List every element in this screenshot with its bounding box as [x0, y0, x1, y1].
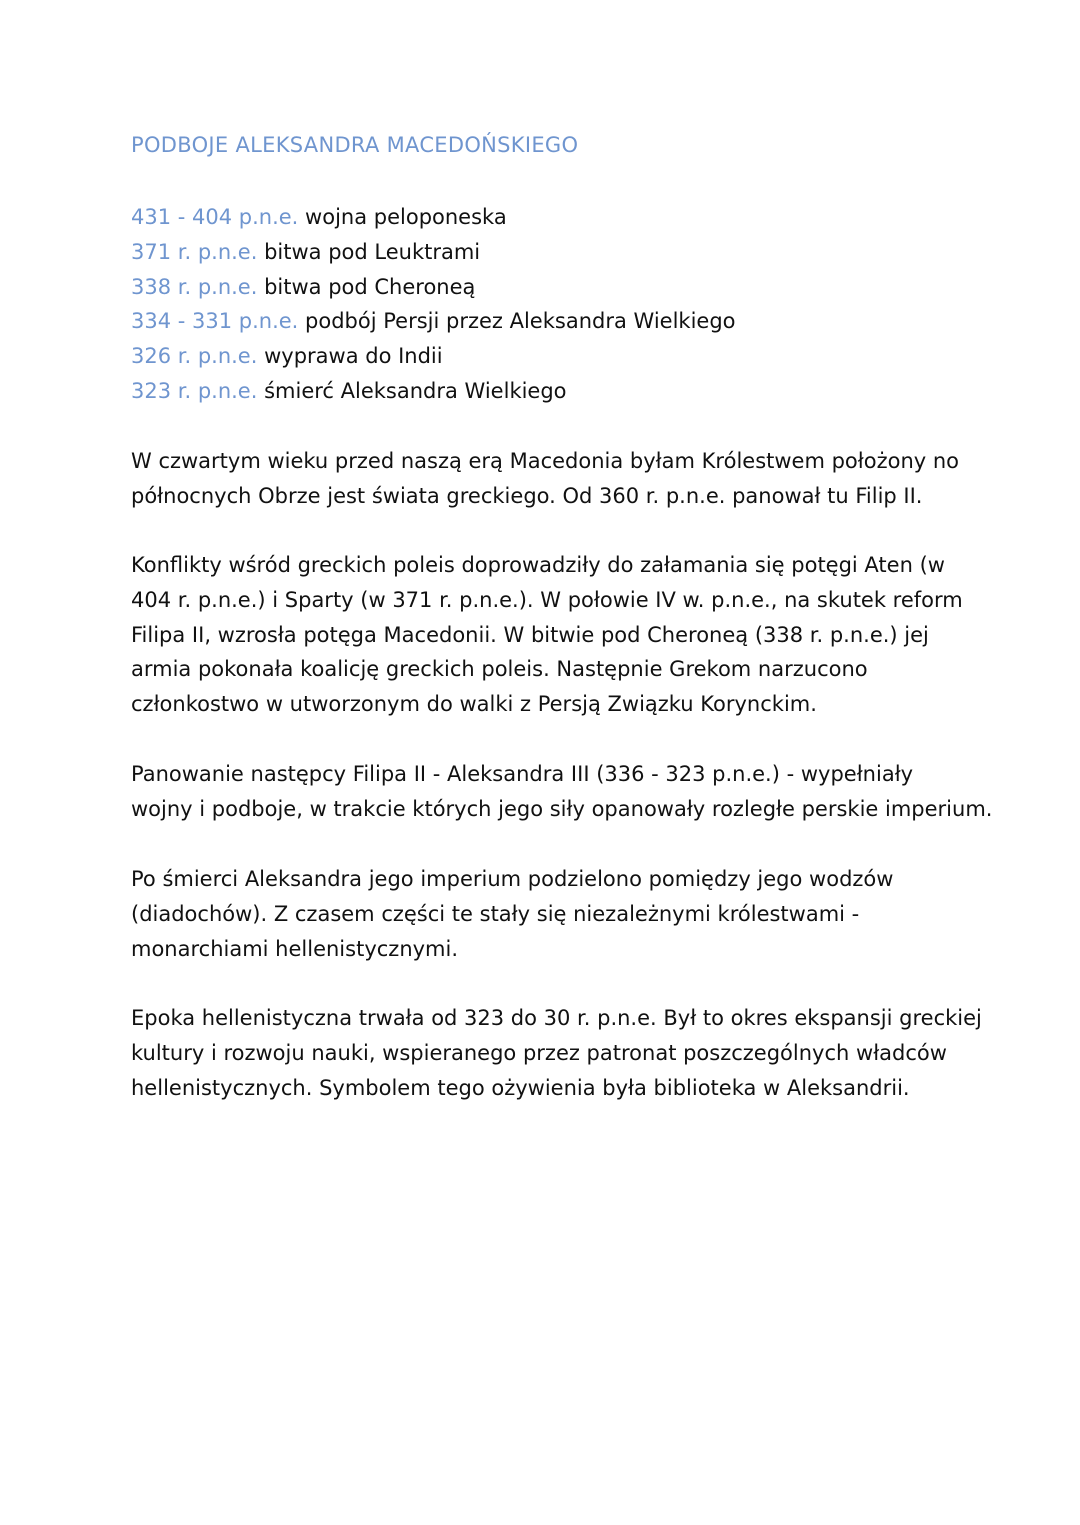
paragraph-line: Konflikty wśród greckich poleis doprowadziły do załamania się potęgi Aten (w	[131, 553, 945, 577]
paragraph-line: hellenistycznych. Symbolem tego ożywienia była biblioteka w Aleksandrii.	[131, 1075, 910, 1100]
paragraph-line: kultury i rozwoju nauki, wspieranego przez patronat poszczególnych władców	[131, 1040, 947, 1065]
paragraph-line: Filipa II, wzrosła potęga Macedonii. W bitwie pod Cheroneą (338 r. p.n.e.) jej	[131, 622, 929, 647]
timeline-date: 371 r. p.n.e.	[131, 239, 258, 264]
paragraph-line: północnych Obrze jest świata greckiego. Od 360 r. p.n.e. panował tu Filip II.	[131, 483, 923, 508]
paragraph-line: W czwartym wieku przed naszą erą Macedonia byłam Królestwem położony no	[131, 449, 960, 473]
timeline-item	[131, 304, 736, 339]
timeline-event: bitwa pod Cheroneą	[264, 274, 476, 299]
timeline-item	[131, 270, 736, 305]
timeline-event: bitwa pod Leuktrami	[264, 239, 481, 264]
timeline-event: wojna peloponeska	[305, 205, 507, 229]
paragraph-line: 404 r. p.n.e.) i Sparty (w 371 r. p.n.e.). W połowie IV w. p.n.e., na skutek reform	[131, 587, 963, 612]
paragraph-line: armia pokonała koalicję greckich poleis. Następnie Grekom narzucono	[131, 657, 868, 682]
paragraph-line: Panowanie następcy Filipa II - Aleksandra III (336 - 323 p.n.e.) - wypełniały	[131, 762, 914, 786]
paragraph-alexander-reign	[131, 757, 993, 827]
document-title: PODBOJE ALEKSANDRA MACEDOŃSKIEGO	[131, 133, 579, 157]
paragraph-line: członkostwo w utworzonym do walki z Persją Związku Korynckim.	[131, 692, 817, 717]
timeline-event: wyprawa do Indii	[264, 344, 443, 369]
paragraph-macedonia	[131, 444, 971, 514]
timeline-item	[131, 200, 736, 235]
paragraph-diadochi	[131, 862, 971, 966]
timeline-date: 326 r. p.n.e.	[131, 344, 258, 369]
paragraph-line: Po śmierci Aleksandra jego imperium podzielono pomiędzy jego wodzów	[131, 867, 894, 891]
timeline-item	[131, 374, 736, 409]
timeline-event: śmierć Aleksandra Wielkiego	[264, 378, 567, 403]
paragraph-line: (diadochów). Z czasem części te stały się niezależnymi królestwami -	[131, 901, 860, 926]
timeline-date: 338 r. p.n.e.	[131, 274, 258, 299]
timeline-item	[131, 235, 736, 270]
timeline-item	[131, 339, 736, 374]
timeline-list	[131, 200, 736, 409]
paragraph-hellenistic-era	[131, 1001, 982, 1105]
timeline-date: 334 - 331 p.n.e.	[131, 309, 299, 334]
timeline-date: 431 - 404 p.n.e.	[131, 205, 299, 229]
timeline-date: 323 r. p.n.e.	[131, 378, 258, 403]
paragraph-line: Epoka hellenistyczna trwała od 323 do 30 r. p.n.e. Był to okres ekspansji greckiej	[131, 1006, 982, 1030]
paragraph-conflicts	[131, 548, 971, 722]
timeline-event: podbój Persji przez Aleksandra Wielkiego	[305, 309, 736, 334]
paragraph-line: monarchiami hellenistycznymi.	[131, 936, 459, 961]
paragraph-line: wojny i podboje, w trakcie których jego siły opanowały rozległe perskie imperium.	[131, 796, 993, 821]
